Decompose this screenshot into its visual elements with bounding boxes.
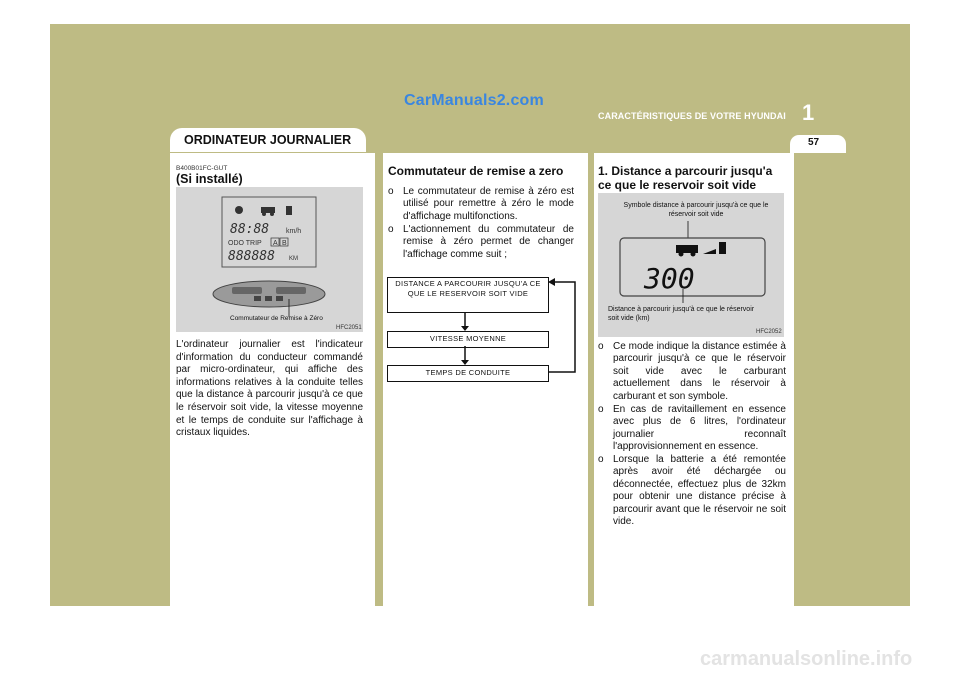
col2-heading: Commutateur de remise a zero	[388, 164, 564, 178]
trip-b: B	[282, 240, 287, 247]
clock-digits: 88:88	[230, 222, 270, 237]
distance-unit: KM	[289, 256, 298, 262]
range-readout: 300	[644, 262, 695, 295]
section-title: ORDINATEUR JOURNALIER	[184, 133, 352, 147]
figure-range-display	[598, 193, 784, 337]
intro-paragraph: L'ordinateur journalier est l'indicateur d'information du conducteur commandé par micro-ordinateur, qui affiche des informations relatives à la conduite telles que la distance à parcourir jusqu'à ce que le réservoir soit vide, la vitesse moyenne et le temps de conduite sur l'affichage à cristaux liquides.	[176, 339, 363, 439]
flow-box-speed: VITESSE MOYENNE	[387, 331, 549, 348]
page-number: 57	[808, 137, 820, 148]
footer-watermark: carmanualsonline.info	[700, 648, 913, 670]
figure-caption: Commutateur de Remise à Zéro	[230, 315, 323, 322]
figure-trip-display	[176, 187, 363, 332]
chapter-title: CARACTÉRISTIQUES DE VOTRE HYUNDAI	[598, 111, 786, 121]
speed-unit: km/h	[286, 228, 302, 235]
section-tab	[170, 128, 366, 152]
flow-arrows	[380, 270, 580, 390]
figure-code: HFC2052	[756, 329, 782, 335]
distance-label: Distance à parcourir jusqu'à ce que le réservoir soit vide (km)	[608, 306, 755, 322]
odo-trip-label: ODO TRIP	[228, 240, 262, 247]
symbol-label: Symbole distance à parcourir jusqu'à ce que le réservoir soit vide	[623, 202, 769, 218]
chapter-number: 1	[802, 100, 815, 125]
page-number-tab	[790, 135, 846, 153]
trip-a: A	[273, 240, 278, 247]
manual-page: CarManuals2.com CARACTÉRISTIQUES DE VOTRE HYUNDAI 1 ORDINATEUR JOURNALIER 57 B400B01FC-GUT (Si installé) 88:88 km/h ODO TRIP A B 888888 KM Commutateur de Remise à Zéro HFC2051 L'ordinateur journalier est l'indicateur d'information du conducteur commandé par micro-ordinateur, qui affiche des informations relatives à la conduite telles que la distance à parcourir jusqu'à ce que le réservoir soit vide, la vitesse moyenne et le temps de conduite sur l'affichage à cristaux liquides. Commutateur de remise a zero o Le commutateur de remise à zéro est utilisé pour remettre à zéro le mode d'affichage multifonctions. o L'actionnement du commutateur de remise à zéro permet de changer l'affichage comme suit ; DISTANCE A PARCOURIR JUSQU'A CE QUE LE RESERVOIR SOIT VIDE VITESSE MOYENNE TEMPS DE CONDUITE 1. Distance a parcourir jusqu'a ce que le reservoir soit vide Symbole distance à parcourir jusqu'à ce que le réservoir soit vide 300 Distance à parcourir jusqu'à ce que le réservoir soit vide (km) HFC2052 o Ce mode indique la distance estimée à parcourir jusqu'à ce que le réservoir soit vide avec le carburant actuellement dans le réservoir à carburant et son symbole. o En cas de ravitaillement en essence avec plus de 6 litres, l'ordinateur journalier reconnaît l'approvisionnement en essence. o Lorsque la batterie a été remontée après avoir été déchargée ou déconnectée, effectuez plus de 32km pour obtenir une distance précise à parcourir avant que le réservoir ne soit vide. carmanualsonline.info	[0, 0, 960, 678]
fuel-icon	[286, 206, 292, 215]
section-code: B400B01FC-GUT	[176, 165, 228, 172]
fuel-pump-icon	[719, 242, 726, 254]
odometer-digits: 888888	[228, 249, 275, 264]
watermark-link[interactable]: CarManuals2.com	[404, 92, 544, 109]
flow-box-time: TEMPS DE CONDUITE	[387, 365, 549, 382]
flow-box-distance: DISTANCE A PARCOURIR JUSQU'A CE QUE LE RESERVOIR SOIT VIDE	[387, 277, 549, 313]
col3-heading: 1. Distance a parcourir jusqu'a ce que le reservoir soit vide	[598, 164, 773, 192]
trip-display-illustration	[176, 187, 363, 332]
reset-switch[interactable]	[213, 281, 325, 307]
col1-heading: (Si installé)	[176, 172, 243, 186]
figure-code: HFC2051	[336, 325, 362, 331]
